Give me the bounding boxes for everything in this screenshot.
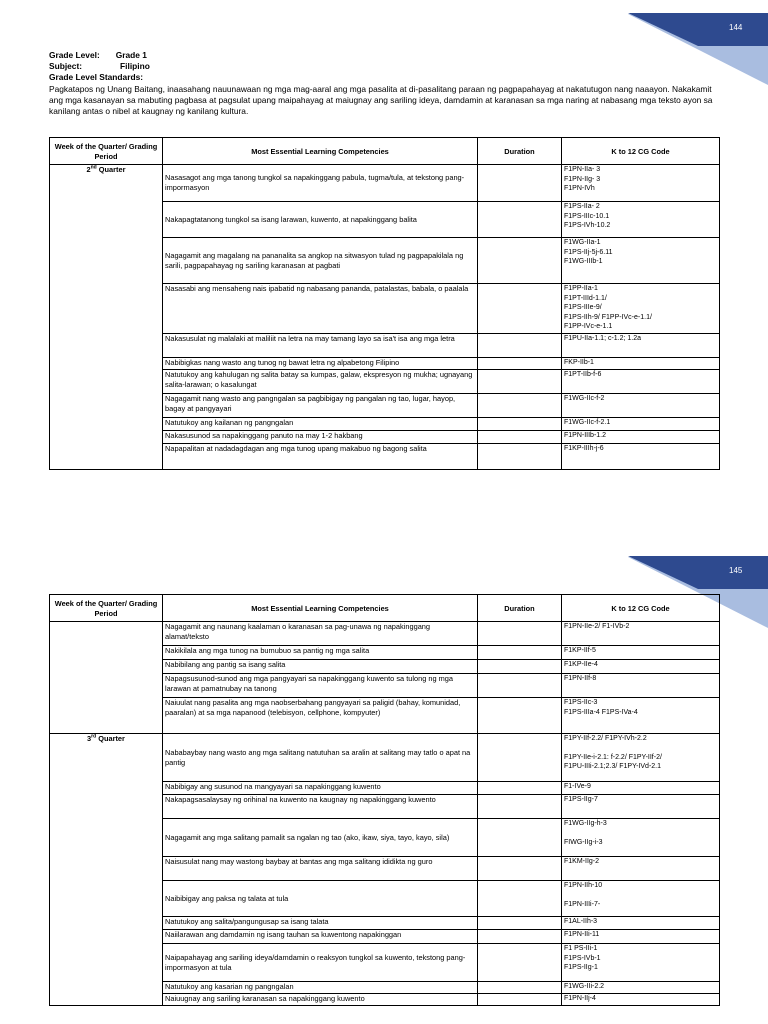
competency-cell: Nabibigay ang susunod na mangyayari sa napakinggang kuwento <box>163 782 478 795</box>
competency-cell: Naiuulat nang pasalita ang mga naobserbahang pangyayari sa paligid (bahay, komunidad, paaralan) at sa mga napanood (telebisyon, cellphone, kompyuter) <box>163 698 478 734</box>
cg-code: F1PS-IIj-5j-6.11 <box>564 248 613 256</box>
duration-cell <box>478 674 562 698</box>
cg-code: F1PS-IIc-3 <box>564 699 598 706</box>
code-cell <box>562 734 720 782</box>
duration-cell <box>478 284 562 334</box>
grading-period-cell <box>50 622 163 734</box>
code-cell <box>562 646 720 660</box>
grading-period-cell: 2nd Quarter <box>50 165 163 470</box>
code-cell <box>562 370 720 394</box>
col-header-code: K to 12 CG Code <box>562 138 720 165</box>
cg-code: F1PS-IVb-1 <box>564 954 601 962</box>
competencies-table-q2 <box>49 137 720 470</box>
grade-level-value: Grade 1 <box>115 50 147 60</box>
standards-text: Pagkatapos ng Unang Baitang, inaasahang nauunawaan ng mga mag-aaral ang mga pasalita at di-pasalitang paraan ng pagpapahayag at nakatutugon nang naaayon. Nakakamit ang mga kasanayan sa mabuting pagbasa at pagsulat upang maipahayag at maiugnay ang sariling ideya, damdamin at karanasan sa mga naring at nabasang mga teksto ayon sa kanilang antas o nibel at kaugnay ng kanilang kultura. <box>49 83 713 117</box>
duration-cell <box>478 622 562 646</box>
table-row <box>50 734 720 782</box>
cg-code: F1PY-IIe-i-2.1: f-2.2/ F1PY-IIf-2/ <box>564 753 662 761</box>
duration-cell <box>478 431 562 444</box>
competency-cell: Naisusulat nang may wastong baybay at bantas ang mga salitang ididikta ng guro <box>163 857 478 881</box>
code-cell <box>562 930 720 944</box>
duration-cell <box>478 782 562 795</box>
competency-cell: Nakikilala ang mga tunog na bumubuo sa pantig ng mga salita <box>163 646 478 660</box>
col-header-week: Week of the Quarter/ Grading Period <box>50 595 163 622</box>
cg-code: F1AL-IIh-3 <box>564 918 598 925</box>
cg-code: F1PP-IIa-1 <box>564 285 598 292</box>
duration-cell <box>478 994 562 1006</box>
cg-code: F1PS-IIIc-10.1 <box>564 212 610 220</box>
cg-code: F1PY-IIf-2.2/ F1PY-IVh-2.2 <box>564 735 647 742</box>
code-cell <box>562 660 720 674</box>
competency-cell: Naibibigay ang paksa ng talata at tula <box>163 881 478 917</box>
subject-label: Subject: <box>49 61 83 72</box>
col-header-competencies: Most Essential Learning Competencies <box>163 595 478 622</box>
competency-cell: Nasasagot ang mga tanong tungkol sa napakinggang pabula, tugma/tula, at tekstong pang-impormasyon <box>163 165 478 202</box>
cg-code: F1PN-IIIi-7- <box>564 900 601 908</box>
cg-code: F1KP-IIf-5 <box>564 647 596 654</box>
cg-code: F1PU-IIa-1.1; c-1.2; 1.2a <box>564 335 642 342</box>
duration-cell <box>478 358 562 370</box>
table-row <box>50 622 720 646</box>
cg-code: FIWG-IIg-i-3 <box>564 838 603 846</box>
duration-cell <box>478 370 562 394</box>
code-cell <box>562 698 720 734</box>
code-cell <box>562 674 720 698</box>
col-header-duration: Duration <box>478 138 562 165</box>
code-cell <box>562 202 720 238</box>
col-header-duration: Duration <box>478 595 562 622</box>
cg-code: F1PN-IIj-4 <box>564 995 596 1002</box>
competency-cell: Natutukoy ang kasarian ng pangngalan <box>163 982 478 994</box>
duration-cell <box>478 819 562 857</box>
cg-code: F1WG-IIi-2.2 <box>564 983 605 990</box>
col-header-code: K to 12 CG Code <box>562 595 720 622</box>
cg-code: F1PT-IIb-f-6 <box>564 371 602 378</box>
cg-code: F1PS-IVh-10.2 <box>564 222 611 230</box>
cg-code: F1PS-IIa- 2 <box>564 203 600 210</box>
cg-code <box>564 891 717 900</box>
duration-cell <box>478 982 562 994</box>
code-cell <box>562 857 720 881</box>
cg-code: F1-IVe-9 <box>564 783 591 790</box>
cg-code: F1WG-IIIb-1 <box>564 258 603 266</box>
code-cell <box>562 782 720 795</box>
grading-period-cell: 3rd Quarter <box>50 734 163 1006</box>
code-cell <box>562 982 720 994</box>
duration-cell <box>478 857 562 881</box>
competency-cell: Nababaybay nang wasto ang mga salitang natutuhan sa aralin at salitang may tatlo o apat na pantig <box>163 734 478 782</box>
cg-code: F1PP-IVc-e-1.1 <box>564 323 613 331</box>
duration-cell <box>478 418 562 431</box>
duration-cell <box>478 444 562 470</box>
cg-code: F1WG-IIc-f-2.1 <box>564 419 611 426</box>
cg-code: F1PN-IIf-8 <box>564 675 597 682</box>
cg-code: F1PS-IIg-1 <box>564 964 598 972</box>
cg-code: F1PT-IIId-1.1/ <box>564 294 607 302</box>
competency-cell: Nabibilang ang pantig sa isang salita <box>163 660 478 674</box>
cg-code: F1PN-IIIb-1.2 <box>564 432 607 439</box>
cg-code: F1PS-IIIe-9/ <box>564 304 602 312</box>
code-cell <box>562 238 720 284</box>
competency-cell: Naipapahayag ang sariling ideya/damdamin o reaksyon tungkol sa kuwento, tekstong pang-impormasyon at tula <box>163 944 478 982</box>
cg-code: F1KP-IIIh-j-6 <box>564 445 604 452</box>
page-number: 144 <box>729 23 743 32</box>
cg-code: F1PN-IVh <box>564 185 595 193</box>
competency-cell: Natutukoy ang salita/pangungusap sa isang talata <box>163 917 478 930</box>
competency-cell: Naiuugnay ang sariling karanasan sa napakinggang kuwento <box>163 994 478 1006</box>
code-cell <box>562 881 720 917</box>
code-cell <box>562 165 720 202</box>
cg-code: F1PS-IIIa-4 F1PS-IVa-4 <box>564 708 638 716</box>
cg-code: F1PN-IIe-2/ F1-IVb-2 <box>564 623 630 630</box>
code-cell <box>562 819 720 857</box>
cg-code: F1 PS-IIi-1 <box>564 945 598 952</box>
duration-cell <box>478 394 562 418</box>
cg-code: F1PN-IIh-10 <box>564 882 603 889</box>
code-cell <box>562 284 720 334</box>
competency-cell: Natutukoy ang kahulugan ng salita batay sa kumpas, galaw, ekspresyon ng mukha; ugnayang salita-larawan; o kasalungat <box>163 370 478 394</box>
duration-cell <box>478 881 562 917</box>
code-cell <box>562 358 720 370</box>
duration-cell <box>478 660 562 674</box>
competency-cell: Nakapagtatanong tungkol sa isang larawan, kuwento, at napakinggang balita <box>163 202 478 238</box>
cg-code: F1WG-IIa-1 <box>564 239 601 246</box>
duration-cell <box>478 734 562 782</box>
competency-cell: Natutukoy ang kailanan ng pangngalan <box>163 418 478 431</box>
code-cell <box>562 444 720 470</box>
competency-cell: Napagsusunod-sunod ang mga pangyayari sa napakinggang kuwento sa tulong ng mga larawan at pamatnubay na tanong <box>163 674 478 698</box>
competency-cell: Naiilarawan ang damdamin ng isang tauhan sa kuwentong napakinggan <box>163 930 478 944</box>
code-cell <box>562 795 720 819</box>
document-header <box>49 50 719 117</box>
duration-cell <box>478 944 562 982</box>
competencies-table-q3 <box>49 594 720 1006</box>
competency-cell: Napapalitan at nadadagdagan ang mga tunog upang makabuo ng bagong salita <box>163 444 478 470</box>
code-cell <box>562 622 720 646</box>
cg-code: F1PS-IIh-9/ F1PP-IVc-e-1.1/ <box>564 313 652 321</box>
cg-code: F1PS-IIg-7 <box>564 796 598 803</box>
table-row <box>50 165 720 202</box>
duration-cell <box>478 646 562 660</box>
duration-cell <box>478 202 562 238</box>
cg-code: F1PN-IIg- 3 <box>564 175 601 183</box>
competency-cell: Nagagamit ang magalang na pananalita sa angkop na sitwasyon tulad ng pagpapakilala ng sarili, pagpapahayag ng sariling karanasan at pagbati <box>163 238 478 284</box>
cg-code <box>564 744 717 753</box>
cg-code: FKP-IIb-1 <box>564 359 594 366</box>
page-number: 145 <box>729 566 743 575</box>
code-cell <box>562 994 720 1006</box>
cg-code: F1KM-IIg-2 <box>564 858 600 865</box>
col-header-competencies: Most Essential Learning Competencies <box>163 138 478 165</box>
duration-cell <box>478 165 562 202</box>
competency-cell: Nagagamit nang wasto ang pangngalan sa pagbibigay ng pangalan ng tao, lugar, hayop, bagay at pangyayari <box>163 394 478 418</box>
code-cell <box>562 334 720 358</box>
cg-code: F1PN-IIa- 3 <box>564 166 601 173</box>
code-cell <box>562 418 720 431</box>
competency-cell: Nagagamit ang mga salitang pamalit sa ngalan ng tao (ako, ikaw, siya, tayo, kayo, sila) <box>163 819 478 857</box>
cg-code: F1WG-IIg-h-3 <box>564 820 607 827</box>
competency-cell: Nakasusulat ng malalaki at maliliit na letra na may tamang layo sa isa't isa ang mga letra <box>163 334 478 358</box>
competency-cell: Nakasusunod sa napakinggang panuto na may 1-2 hakbang <box>163 431 478 444</box>
duration-cell <box>478 334 562 358</box>
cg-code: F1PU-IIIi-2.1;2.3/ F1PY-IVd-2.1 <box>564 763 662 771</box>
duration-cell <box>478 238 562 284</box>
code-cell <box>562 394 720 418</box>
competency-cell: Nasasabi ang mensaheng nais ipabatid ng nabasang pananda, patalastas, babala, o paalala <box>163 284 478 334</box>
grade-level-label: Grade Level: <box>49 50 100 60</box>
duration-cell <box>478 930 562 944</box>
subject-value: Filipino <box>120 61 150 72</box>
duration-cell <box>478 698 562 734</box>
duration-cell <box>478 795 562 819</box>
cg-code: F1KP-IIe-4 <box>564 661 598 668</box>
code-cell <box>562 431 720 444</box>
competency-cell: Nagagamit ang naunang kaalaman o karanasan sa pag-unawa ng napakinggang alamat/teksto <box>163 622 478 646</box>
standards-label: Grade Level Standards: <box>49 72 144 83</box>
competency-cell: Nabibigkas nang wasto ang tunog ng bawat letra ng alpabetong Filipino <box>163 358 478 370</box>
duration-cell <box>478 917 562 930</box>
col-header-week: Week of the Quarter/ Grading Period <box>50 138 163 165</box>
code-cell <box>562 917 720 930</box>
competency-cell: Nakapagsasalaysay ng orihinal na kuwento na kaugnay ng napakinggang kuwento <box>163 795 478 819</box>
code-cell <box>562 944 720 982</box>
cg-code: F1PN-IIi-11 <box>564 931 600 938</box>
cg-code <box>564 829 717 838</box>
cg-code: F1WG-IIc-f-2 <box>564 395 605 402</box>
